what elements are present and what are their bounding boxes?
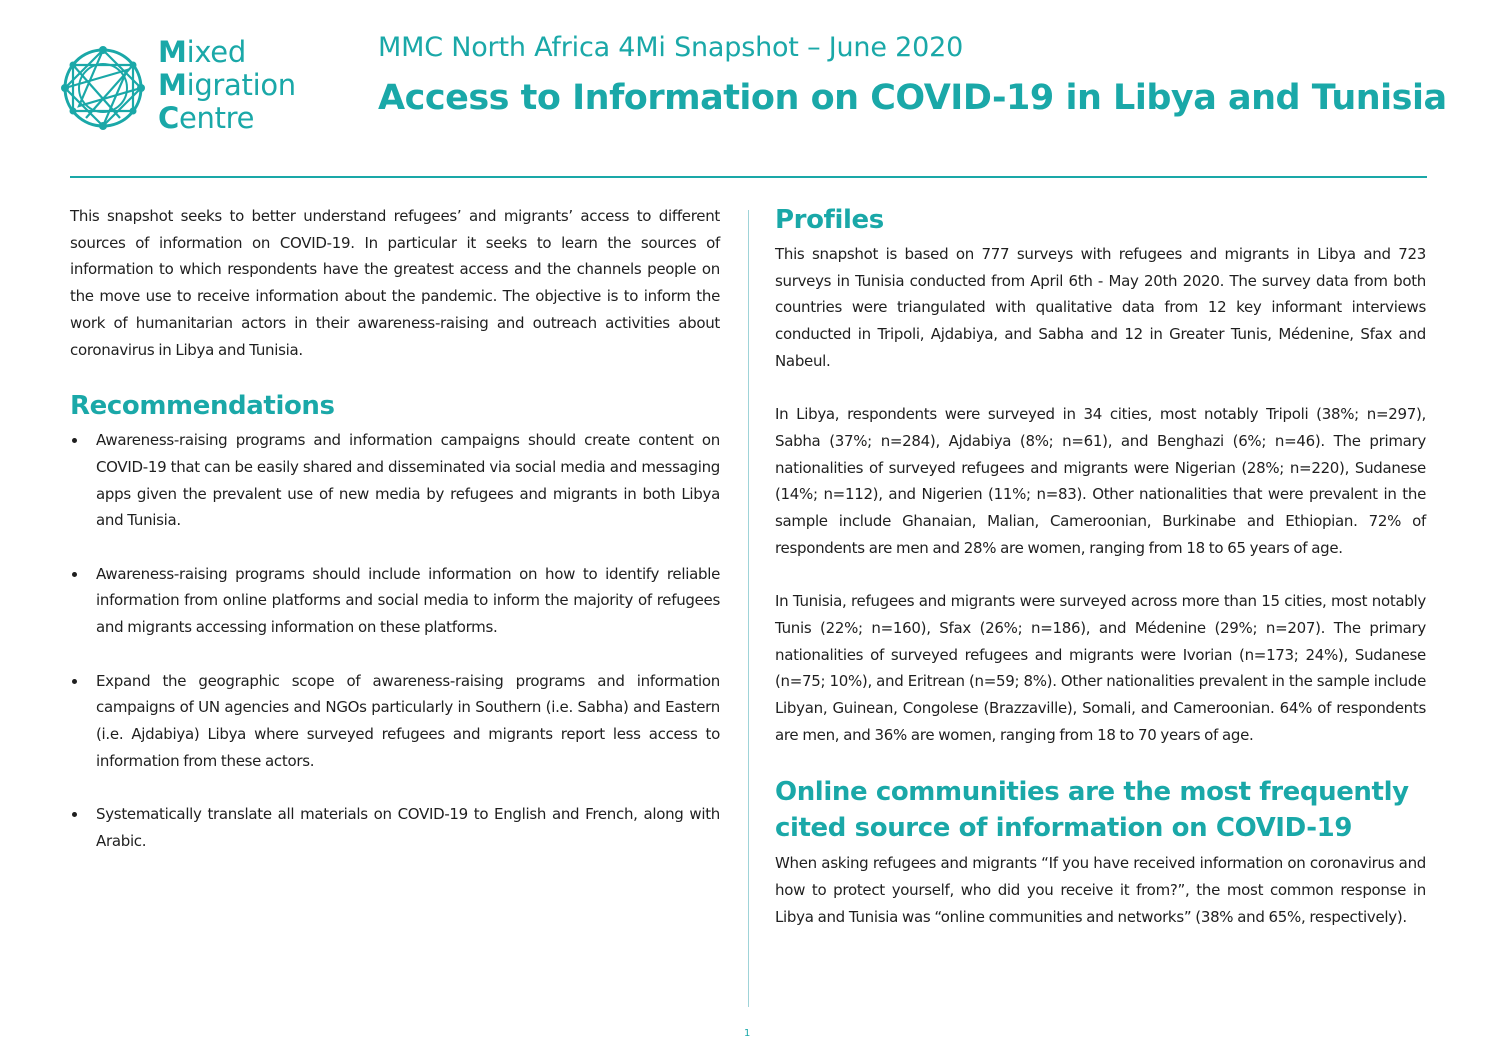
online-communities-heading: Online communities are the most frequently cited source of information on COVID-19 <box>775 777 1409 844</box>
online-communities-paragraph: When asking refugees and migrants “If you have received information on coronavirus and how to protect yourself, who did you receive it from?”, the most common response in Libya and Tunisia was “online communities and networks” (38% and 65%, respectively). <box>775 854 1426 926</box>
snapshot-subtitle: MMC North Africa 4Mi Snapshot – June 2020 <box>378 32 964 63</box>
bullet-icon <box>72 572 77 577</box>
recommendation-text: Awareness-raising programs should include information on how to identify reliable information from online platforms and social media to inform the majority of refugees and migrants accessing information on these platforms. <box>96 564 720 637</box>
profiles-paragraph: This snapshot is based on 777 surveys with refugees and migrants in Libya and 723 surveys in Tunisia conducted from April 6th - May 20th 2020. The survey data from both countries were triangulated with qualitative data from 12 key informant interviews conducted in Tripoli, Ajdabiya, and Sabha and 12 in Greater Tunis, Médenine, Sfax and Nabeul. <box>775 245 1426 370</box>
logo-rest-3: entre <box>178 101 255 135</box>
bullet-icon <box>72 438 77 443</box>
libya-paragraph: In Libya, respondents were surveyed in 34 cities, most notably Tripoli (38%; n=297), Sabha (37%; n=284), Ajdabiya (8%; n=61), and Benghazi (6%; n=46). The primary nationalities of surveyed refugees and migrants were Nigerian (28%; n=220), Sudanese (14%; n=112), and Nigerien (11%; n=83). Other nationalities that were prevalent in the sample include Ghanaian, Malian, Cameroonian, Burkinabe and Ethiopian. 72% of respondents are men and 28% are women, ranging from 18 to 65 years of age. <box>775 405 1426 557</box>
list-item <box>70 561 720 641</box>
logo-rest-1: ixed <box>186 35 246 69</box>
header-divider <box>70 176 1427 178</box>
page-title: Access to Information on COVID-19 in Libya and Tunisia <box>378 78 1447 118</box>
mmc-circular-network-logo-icon <box>58 38 148 138</box>
page-number: 1 <box>744 1028 751 1039</box>
logo-cap-3: C <box>158 101 179 135</box>
recommendations-heading: Recommendations <box>70 391 335 422</box>
logo-cap-2: M <box>158 68 187 102</box>
profiles-heading: Profiles <box>775 205 884 235</box>
intro-paragraph: This snapshot seeks to better understand refugees’ and migrants’ access to different sources of information on COVID-19. In particular it seeks to learn the sources of information to which respondents have the greatest access and the channels people on the move use to receive information about the pandemic. The objective is to inform the work of humanitarian actors in their awareness-raising and outreach activities about coronavirus in Libya and Tunisia. <box>70 207 720 359</box>
recommendation-text: Awareness-raising programs and information campaigns should create content on COVID-19 that can be easily shared and disseminated via social media and messaging apps given the prevalent use of new media by refugees and migrants in both Libya and Tunisia. <box>96 431 720 530</box>
logo-wordmark <box>158 36 296 135</box>
recommendation-text: Systematically translate all materials on COVID-19 to English and French, along with Arabic. <box>96 805 720 850</box>
bullet-icon <box>72 812 77 817</box>
left-column <box>70 203 720 854</box>
recommendation-text: Expand the geographic scope of awareness-raising programs and information campaigns of UN agencies and NGOs particularly in Southern (i.e. Sabha) and Eastern (i.e. Ajdabiya) Libya where surveyed refugees and migrants report less access to information from these actors. <box>96 671 720 770</box>
logo-rest-2: igration <box>186 68 296 102</box>
column-divider <box>748 210 749 1007</box>
logo-cap-1: M <box>158 35 187 69</box>
list-item <box>70 427 720 534</box>
recommendations-list <box>70 427 720 854</box>
list-item <box>70 668 720 775</box>
mmc-logo <box>58 35 303 138</box>
bullet-icon <box>72 679 77 684</box>
tunisia-paragraph: In Tunisia, refugees and migrants were surveyed across more than 15 cities, most notably Tunis (22%; n=160), Sfax (26%; n=186), and Médenine (29%; n=207). The primary nationalities of surveyed refugees and migrants were Ivorian (n=173; 24%), Sudanese (n=75; 10%), and Eritrean (n=59; 8%). Other nationalities prevalent in the sample include Libyan, Guinean, Congolese (Brazzaville), Somali, and Cameroonian. 64% of respondents are men, and 36% are women, ranging from 18 to 70 years of age. <box>775 592 1426 744</box>
list-item <box>70 801 720 854</box>
right-column <box>775 203 1426 930</box>
